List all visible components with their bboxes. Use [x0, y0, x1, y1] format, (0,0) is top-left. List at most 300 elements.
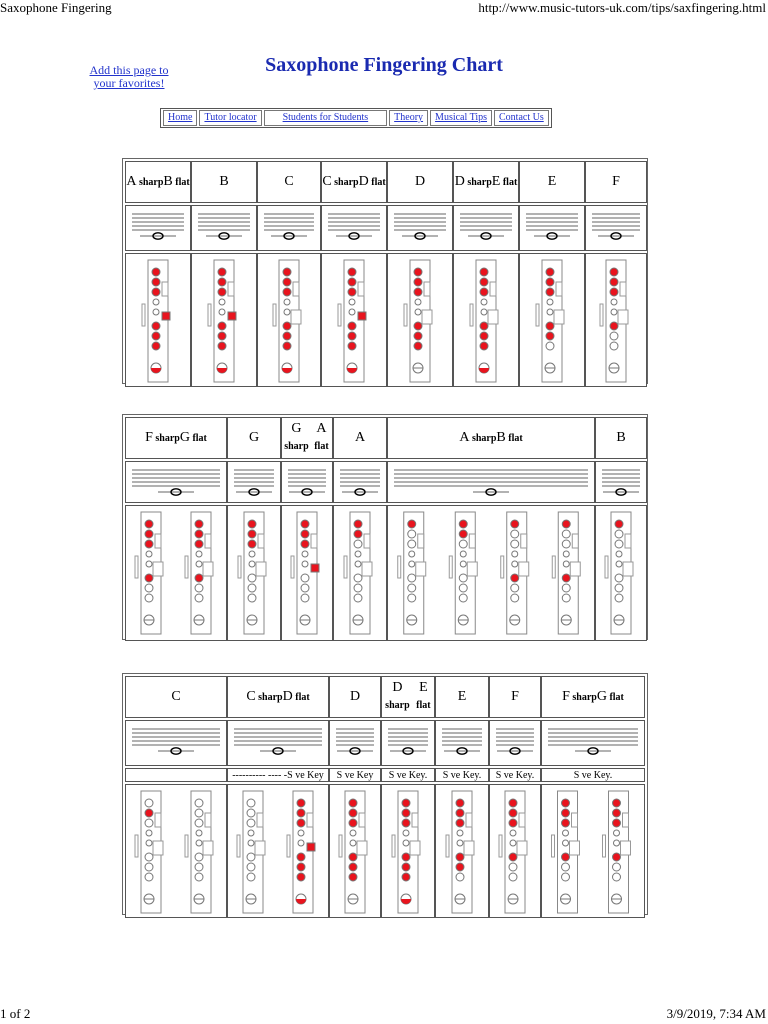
key-open	[563, 561, 569, 567]
key-open	[196, 830, 202, 836]
staff-notation	[454, 206, 518, 250]
palm-key	[358, 282, 364, 296]
palm-key	[519, 813, 525, 827]
key-pressed	[349, 863, 357, 871]
key-open	[146, 551, 152, 557]
key-pressed	[349, 809, 357, 817]
key-open	[409, 561, 415, 567]
key-open	[350, 830, 356, 836]
palm-key	[572, 813, 578, 827]
note-name: D	[414, 174, 426, 189]
side-key	[470, 304, 473, 326]
key-pressed	[218, 288, 226, 296]
fingering-diagram	[382, 785, 434, 917]
key-pressed	[562, 809, 570, 817]
table-key	[203, 841, 213, 855]
fingering-diagram	[282, 506, 332, 640]
key-pressed	[145, 520, 153, 528]
fingering-diagram	[490, 785, 540, 917]
fingering-cell	[387, 253, 453, 387]
note-label	[489, 676, 541, 718]
fingering-diagram	[388, 254, 452, 386]
key-open	[457, 840, 463, 846]
key-open	[615, 574, 623, 582]
staff-cell	[595, 461, 647, 503]
palm-key	[307, 813, 313, 827]
note-label	[387, 161, 453, 203]
note-label	[125, 161, 191, 203]
staff-notation	[334, 462, 386, 502]
note-name: G	[291, 421, 302, 436]
palm-key	[625, 534, 631, 548]
key-pressed	[546, 278, 554, 286]
key-open	[355, 561, 361, 567]
note-name: G	[248, 430, 260, 445]
key-open	[562, 584, 570, 592]
note-name: A	[316, 421, 327, 436]
key-pressed	[152, 268, 160, 276]
key-open	[613, 873, 621, 881]
side-key	[339, 835, 342, 857]
note-label	[227, 676, 329, 718]
note-name: D	[392, 680, 403, 695]
octave-key-note: S ve Key.	[541, 768, 645, 782]
key-open	[247, 799, 255, 807]
side-key-pressed	[162, 312, 170, 320]
note-name: E	[491, 173, 501, 189]
saxophone-diagram	[273, 260, 301, 382]
palm-key	[556, 282, 562, 296]
key-pressed	[459, 520, 467, 528]
note-name: A	[459, 429, 470, 445]
key-open	[563, 551, 569, 557]
saxophone-diagram	[449, 512, 477, 634]
key-pressed	[152, 342, 160, 350]
key-pressed	[546, 288, 554, 296]
key-open	[563, 830, 569, 836]
key-pressed	[152, 332, 160, 340]
nav-theory[interactable]: Theory	[389, 110, 428, 126]
key-pressed	[456, 863, 464, 871]
palm-key	[424, 282, 430, 296]
note-label	[329, 676, 381, 718]
note-label	[435, 676, 489, 718]
key-open	[615, 584, 623, 592]
fingering-diagram	[520, 254, 584, 386]
key-pressed	[283, 342, 291, 350]
key-pressed	[195, 574, 203, 582]
table-key	[362, 562, 372, 576]
key-open	[456, 873, 464, 881]
key-pressed	[562, 853, 570, 861]
favorites-link[interactable]: Add this page to your favorites!	[89, 63, 169, 90]
key-pressed	[402, 809, 410, 817]
staff-cell	[333, 461, 387, 503]
key-open	[615, 540, 623, 548]
fingering-cell	[541, 784, 645, 918]
table-key	[255, 841, 265, 855]
octave-key-note	[125, 768, 227, 782]
palm-key	[205, 534, 211, 548]
palm-key	[490, 282, 496, 296]
fingering-diagram	[322, 254, 386, 386]
side-key	[446, 835, 449, 857]
saxophone-diagram	[237, 791, 265, 913]
key-pressed	[145, 540, 153, 548]
fingering-chart-1	[122, 158, 648, 384]
key-open	[195, 594, 203, 602]
key-open	[284, 299, 290, 305]
key-open	[249, 561, 255, 567]
key-pressed	[145, 574, 153, 582]
saxophone-diagram	[287, 791, 315, 913]
note-label	[321, 161, 387, 203]
key-pressed	[414, 342, 422, 350]
key-open	[195, 853, 203, 861]
key-open	[615, 594, 623, 602]
key-pressed	[145, 530, 153, 538]
fingering-chart-3	[122, 673, 648, 915]
key-pressed	[248, 530, 256, 538]
key-pressed	[348, 332, 356, 340]
key-open	[195, 799, 203, 807]
note-label	[453, 161, 519, 203]
note-name: G	[179, 429, 190, 445]
staff-notation	[520, 206, 584, 250]
key-open	[302, 551, 308, 557]
note-name: C	[284, 174, 294, 189]
note-qualifier: flat	[505, 432, 523, 444]
key-open	[614, 840, 620, 846]
palm-key	[293, 282, 299, 296]
key-open	[153, 309, 159, 315]
key-pressed	[297, 819, 305, 827]
nav-home[interactable]: Home	[163, 110, 197, 126]
side-key	[603, 835, 606, 857]
key-open	[350, 840, 356, 846]
table-key	[410, 841, 420, 855]
fingering-diagram	[454, 254, 518, 386]
key-open	[415, 309, 421, 315]
key-pressed	[349, 799, 357, 807]
side-key	[135, 556, 138, 578]
key-pressed	[297, 809, 305, 817]
key-pressed	[408, 520, 416, 528]
note-label	[585, 161, 647, 203]
key-pressed	[195, 540, 203, 548]
key-open	[563, 840, 569, 846]
fingering-cell	[435, 784, 489, 918]
octave-key-note: ---------- ---- -S ve Key	[227, 768, 329, 782]
key-open	[219, 299, 225, 305]
key-open	[195, 819, 203, 827]
staff-cell	[321, 205, 387, 251]
saxophone-diagram	[446, 791, 474, 913]
saxophone-diagram	[135, 791, 163, 913]
staff-cell	[125, 205, 191, 251]
key-open	[611, 309, 617, 315]
key-open	[610, 332, 618, 340]
note-qualifier: sharp	[152, 432, 180, 444]
key-open	[546, 342, 554, 350]
note-name: D	[454, 173, 465, 189]
staff-notation	[192, 206, 256, 250]
octave-key-note: S ve Key	[329, 768, 381, 782]
key-open	[146, 840, 152, 846]
palm-key	[311, 534, 317, 548]
note-label	[125, 417, 227, 459]
key-open	[354, 540, 362, 548]
key-pressed	[414, 278, 422, 286]
staff-cell	[227, 461, 281, 503]
key-pressed	[402, 873, 410, 881]
fingering-cell	[125, 253, 191, 387]
key-pressed	[562, 574, 570, 582]
octave-key-note: S ve Key.	[381, 768, 435, 782]
key-pressed	[414, 288, 422, 296]
key-pressed	[511, 520, 519, 528]
note-name: C	[246, 688, 256, 704]
fingering-diagram	[330, 785, 380, 917]
table-key	[570, 562, 580, 576]
key-pressed	[195, 530, 203, 538]
key-open	[611, 299, 617, 305]
palm-key	[620, 282, 626, 296]
side-key	[552, 556, 555, 578]
key-pressed	[283, 268, 291, 276]
staff-cell	[387, 205, 453, 251]
key-open	[512, 561, 518, 567]
key-open	[457, 830, 463, 836]
side-key	[605, 556, 608, 578]
note-qualifier: flat	[189, 432, 207, 444]
staff-cell	[125, 461, 227, 503]
fingering-cell	[519, 253, 585, 387]
key-open	[196, 551, 202, 557]
staff-cell	[381, 720, 435, 766]
fingering-cell	[453, 253, 519, 387]
key-open	[511, 594, 519, 602]
fingering-diagram	[334, 506, 386, 640]
saxophone-diagram	[605, 512, 633, 634]
key-open	[459, 594, 467, 602]
side-key	[238, 556, 241, 578]
key-open	[511, 584, 519, 592]
key-pressed	[348, 268, 356, 276]
note-name: A	[354, 430, 366, 445]
palm-key	[359, 813, 365, 827]
key-open	[302, 561, 308, 567]
key-pressed	[152, 322, 160, 330]
saxophone-diagram	[339, 791, 367, 913]
key-open	[195, 809, 203, 817]
saxophone-diagram	[600, 260, 628, 382]
note-name: C	[322, 173, 332, 189]
side-key	[404, 304, 407, 326]
page-title: Saxophone Fingering Chart	[265, 54, 503, 76]
key-open	[145, 873, 153, 881]
key-pressed	[349, 873, 357, 881]
key-pressed	[218, 278, 226, 286]
side-key	[237, 835, 240, 857]
key-pressed	[610, 278, 618, 286]
saxophone-diagram	[392, 791, 420, 913]
palm-key	[623, 813, 629, 827]
staff-notation	[228, 721, 328, 765]
key-pressed	[248, 520, 256, 528]
key-pressed	[297, 863, 305, 871]
staff-cell	[281, 461, 333, 503]
key-open	[460, 551, 466, 557]
key-open	[248, 830, 254, 836]
table-key	[256, 562, 266, 576]
side-key	[291, 556, 294, 578]
key-pressed	[402, 863, 410, 871]
table-key	[153, 841, 163, 855]
key-pressed	[348, 322, 356, 330]
key-pressed	[610, 288, 618, 296]
key-open	[509, 873, 517, 881]
note-qualifier: sharp	[136, 176, 164, 188]
note-qualifier: sharp	[464, 176, 492, 188]
key-pressed	[480, 332, 488, 340]
key-pressed	[349, 853, 357, 861]
note-label	[191, 161, 257, 203]
note-name: B	[616, 430, 626, 445]
key-open	[301, 584, 309, 592]
note-label	[281, 417, 333, 459]
key-open	[510, 830, 516, 836]
key-pressed	[509, 809, 517, 817]
nav-contact[interactable]: Contact Us	[494, 110, 549, 126]
note-name: C	[171, 689, 181, 704]
note-name: G	[596, 688, 607, 704]
key-pressed	[459, 530, 467, 538]
table-key	[467, 562, 477, 576]
note-name: E	[547, 174, 557, 189]
note-name: F	[511, 689, 519, 704]
side-key	[552, 835, 555, 857]
page-count: 1 of 2	[0, 1006, 31, 1021]
side-key	[501, 556, 504, 578]
staff-cell	[387, 461, 595, 503]
table-key	[618, 310, 628, 324]
key-open	[145, 863, 153, 871]
key-open	[354, 594, 362, 602]
fingering-cell	[321, 253, 387, 387]
key-open	[481, 299, 487, 305]
table-key	[570, 841, 580, 855]
saxophone-diagram	[552, 512, 580, 634]
key-open	[247, 863, 255, 871]
key-pressed	[456, 809, 464, 817]
key-open	[196, 561, 202, 567]
fingering-cell	[595, 505, 647, 641]
key-pressed	[152, 278, 160, 286]
table-key	[416, 562, 426, 576]
side-key	[338, 304, 341, 326]
fingering-cell	[585, 253, 647, 387]
note-label	[381, 676, 435, 718]
key-pressed	[348, 342, 356, 350]
note-name: B	[219, 174, 229, 189]
fingering-diagram	[192, 254, 256, 386]
note-label	[227, 417, 281, 459]
fingering-diagram	[596, 506, 646, 640]
key-open	[562, 540, 570, 548]
saxophone-diagram	[499, 791, 527, 913]
note-qualifier: flat	[416, 700, 431, 711]
staff-notation	[126, 206, 190, 250]
key-open	[408, 574, 416, 582]
key-open	[298, 830, 304, 836]
note-name: F	[612, 174, 620, 189]
table-key	[422, 310, 432, 324]
key-pressed	[414, 332, 422, 340]
palm-key	[418, 534, 424, 548]
side-key	[273, 304, 276, 326]
staff-cell	[519, 205, 585, 251]
key-pressed	[402, 799, 410, 807]
note-label	[257, 161, 321, 203]
saxophone-diagram	[404, 260, 432, 382]
key-open	[460, 561, 466, 567]
nav-students[interactable]: Students for Students	[264, 110, 388, 126]
fingering-diagram	[258, 254, 320, 386]
key-pressed	[613, 799, 621, 807]
octave-key-note: S ve Key.	[435, 768, 489, 782]
staff-notation	[388, 206, 452, 250]
staff-notation	[388, 462, 594, 502]
note-qualifier: flat	[368, 176, 386, 188]
saxophone-diagram	[185, 512, 213, 634]
note-label	[519, 161, 585, 203]
key-pressed	[195, 520, 203, 528]
key-open	[349, 299, 355, 305]
fingering-cell	[125, 784, 227, 918]
staff-cell	[125, 720, 227, 766]
key-pressed	[218, 332, 226, 340]
staff-notation	[436, 721, 488, 765]
fingering-diagram	[126, 254, 190, 386]
side-key	[135, 835, 138, 857]
key-pressed	[349, 819, 357, 827]
key-open	[615, 530, 623, 538]
staff-cell	[257, 205, 321, 251]
key-open	[408, 540, 416, 548]
note-label	[541, 676, 645, 718]
key-pressed	[218, 268, 226, 276]
nav-tutor-locator[interactable]: Tutor locator	[199, 110, 261, 126]
key-open	[512, 551, 518, 557]
staff-cell	[435, 720, 489, 766]
fingering-diagram	[388, 506, 594, 640]
key-open	[195, 873, 203, 881]
fingering-cell	[125, 505, 227, 641]
key-pressed	[546, 268, 554, 276]
key-pressed	[145, 809, 153, 817]
note-name: D	[349, 689, 361, 704]
key-pressed	[480, 278, 488, 286]
key-open	[408, 584, 416, 592]
nav-musical-tips[interactable]: Musical Tips	[430, 110, 492, 126]
key-pressed	[402, 853, 410, 861]
palm-key	[258, 534, 264, 548]
key-open	[248, 574, 256, 582]
note-name: A	[126, 173, 137, 189]
note-qualifier: sharp	[284, 441, 309, 452]
key-pressed	[402, 819, 410, 827]
